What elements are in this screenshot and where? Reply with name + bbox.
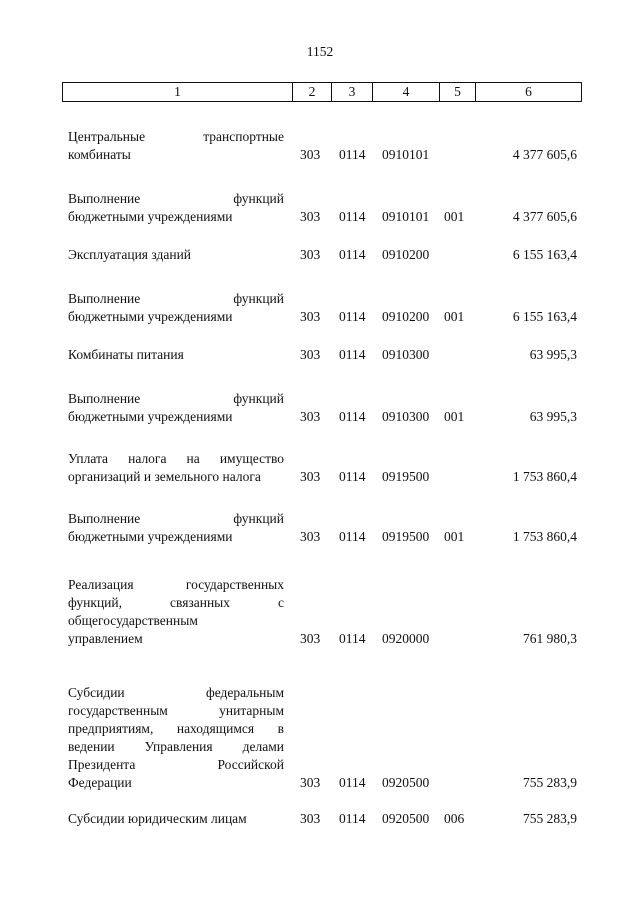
row-name-line: Реализация государственных <box>68 577 284 592</box>
cell-c6: 63 995,3 <box>529 409 577 424</box>
cell-c6: 4 377 605,6 <box>512 147 577 162</box>
row-name-line: бюджетными учреждениями <box>68 409 233 424</box>
table-row <box>0 810 640 828</box>
cell-c4: 0920000 <box>382 631 430 646</box>
cell-c2: 303 <box>300 309 321 324</box>
cell-c3: 0114 <box>339 631 366 646</box>
cell-c5: 001 <box>444 209 465 224</box>
row-name-line: Эксплуатация зданий <box>68 247 192 262</box>
cell-c6: 761 980,3 <box>523 631 577 646</box>
cell-c5: 001 <box>444 529 465 544</box>
cell-c6: 63 995,3 <box>529 347 577 362</box>
cell-c3: 0114 <box>339 811 366 826</box>
cell-c2: 303 <box>300 811 321 826</box>
table-row <box>0 190 640 226</box>
cell-c5: 001 <box>444 309 465 324</box>
cell-c4: 0910101 <box>382 147 430 162</box>
row-name-line: общегосударственным <box>68 613 198 628</box>
cell-c2: 303 <box>300 409 321 424</box>
cell-c2: 303 <box>300 469 321 484</box>
table-row <box>0 510 640 546</box>
row-name <box>68 450 284 486</box>
row-name-line: функций, связанных с <box>68 595 284 610</box>
table-row <box>0 290 640 326</box>
row-name <box>68 510 284 546</box>
row-name-line: бюджетными учреждениями <box>68 209 233 224</box>
row-name-line: Выполнение функций <box>68 391 284 406</box>
row-name <box>68 390 284 426</box>
cell-c4: 0910300 <box>382 409 430 424</box>
cell-c6: 6 155 163,4 <box>512 309 577 324</box>
column-header-5: 5 <box>440 83 476 102</box>
row-name-line: Президента Российской <box>68 757 284 772</box>
row-name <box>68 684 284 792</box>
page-number: 1152 <box>306 44 334 59</box>
row-name-line: Федерации <box>68 775 132 790</box>
row-name-line: предприятиям, находящимся в <box>68 721 284 736</box>
cell-c2: 303 <box>300 147 321 162</box>
row-name-line: бюджетными учреждениями <box>68 529 233 544</box>
cell-c4: 0910300 <box>382 347 430 362</box>
row-name-line: государственным унитарным <box>68 703 284 718</box>
row-name-line: Субсидии федеральным <box>68 685 284 700</box>
cell-c5: 006 <box>444 811 465 826</box>
cell-c6: 4 377 605,6 <box>512 209 577 224</box>
cell-c2: 303 <box>300 209 321 224</box>
cell-c2: 303 <box>300 775 321 790</box>
cell-c2: 303 <box>300 347 321 362</box>
row-name-line: Комбинаты питания <box>68 347 184 362</box>
row-name-line: Выполнение функций <box>68 191 284 206</box>
column-header-3: 3 <box>332 83 373 102</box>
column-header-2: 2 <box>293 83 332 102</box>
row-name-line: Уплата налога на имущество <box>68 451 284 466</box>
table-row <box>0 684 640 792</box>
cell-c3: 0114 <box>339 469 366 484</box>
row-name-line: организаций и земельного налога <box>68 469 261 484</box>
cell-c4: 0920500 <box>382 811 430 826</box>
cell-c4: 0910101 <box>382 209 430 224</box>
row-name <box>68 576 284 648</box>
table-row <box>0 390 640 426</box>
row-name-line: ведении Управления делами <box>68 739 284 754</box>
cell-c2: 303 <box>300 247 321 262</box>
row-name <box>68 290 284 326</box>
cell-c3: 0114 <box>339 409 366 424</box>
cell-c2: 303 <box>300 529 321 544</box>
cell-c3: 0114 <box>339 775 366 790</box>
cell-c6: 1 753 860,4 <box>512 469 577 484</box>
cell-c4: 0910200 <box>382 309 430 324</box>
cell-c6: 755 283,9 <box>523 775 577 790</box>
cell-c3: 0114 <box>339 247 366 262</box>
table-row <box>0 246 640 264</box>
column-header-1: 1 <box>63 83 293 102</box>
column-header-table <box>62 82 582 102</box>
cell-c6: 1 753 860,4 <box>512 529 577 544</box>
row-name <box>68 190 284 226</box>
cell-c4: 0919500 <box>382 469 430 484</box>
cell-c6: 6 155 163,4 <box>512 247 577 262</box>
column-header-row <box>63 83 582 102</box>
table-row <box>0 346 640 364</box>
table-row <box>0 128 640 164</box>
table-row <box>0 576 640 648</box>
cell-c3: 0114 <box>339 347 366 362</box>
cell-c5: 001 <box>444 409 465 424</box>
column-header-4: 4 <box>373 83 440 102</box>
row-name-line: Выполнение функций <box>68 511 284 526</box>
row-name <box>68 346 284 364</box>
cell-c3: 0114 <box>339 209 366 224</box>
cell-c4: 0920500 <box>382 775 430 790</box>
cell-c3: 0114 <box>339 309 366 324</box>
cell-c6: 755 283,9 <box>523 811 577 826</box>
row-name <box>68 810 284 828</box>
cell-c4: 0919500 <box>382 529 430 544</box>
cell-c3: 0114 <box>339 529 366 544</box>
column-header-6: 6 <box>476 83 582 102</box>
row-name-line: Субсидии юридическим лицам <box>68 811 247 826</box>
cell-c2: 303 <box>300 631 321 646</box>
row-name <box>68 128 284 164</box>
row-name-line: Выполнение функций <box>68 291 284 306</box>
table-row <box>0 450 640 486</box>
row-name-line: Центральные транспортные <box>68 129 284 144</box>
row-name-line: комбинаты <box>68 147 131 162</box>
cell-c3: 0114 <box>339 147 366 162</box>
row-name <box>68 246 284 264</box>
cell-c4: 0910200 <box>382 247 430 262</box>
row-name-line: управлением <box>68 631 143 646</box>
row-name-line: бюджетными учреждениями <box>68 309 233 324</box>
